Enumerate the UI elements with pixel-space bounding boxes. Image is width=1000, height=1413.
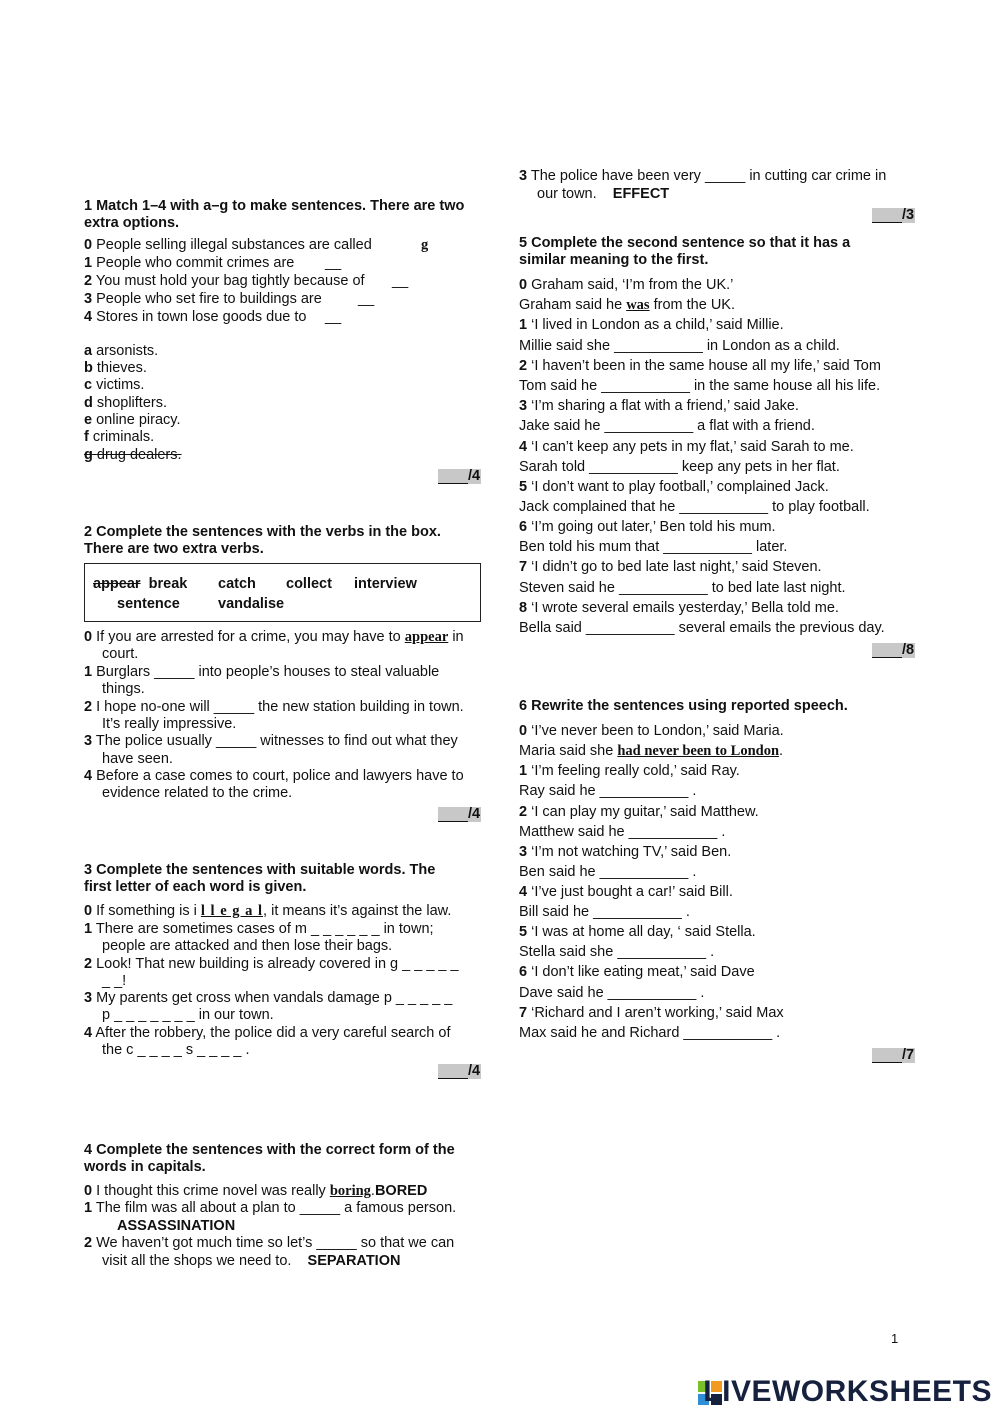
s2-sentence-0: 0 If you are arrested for a crime, you may have to appear in (84, 629, 464, 645)
s2-sentence-2: 2 I hope no-one will _____ the new station building in town. (84, 699, 464, 715)
s1-option-e: e online piracy. (84, 412, 181, 428)
s2-sentence-4: 4 Before a case comes to court, police and lawyers have to (84, 768, 464, 784)
verb-catch: catch (218, 576, 256, 592)
s5-report-6[interactable]: Ben told his mum that ___________ later. (519, 539, 788, 555)
s6-report-5[interactable]: Stella said she ___________ . (519, 944, 715, 960)
s5-quote-3: 3 ‘I’m sharing a flat with a friend,’ said Jake. (519, 398, 799, 414)
s6-quote-4: 4 ‘I’ve just bought a car!’ said Bill. (519, 884, 733, 900)
s5-report-3[interactable]: Jake said he ___________ a flat with a friend. (519, 418, 815, 434)
verb-appear: appear (93, 576, 141, 592)
s6-quote-0: 0 ‘I’ve never been to London,’ said Maria. (519, 723, 784, 739)
s5-score: /8 (872, 643, 915, 658)
s5-quote-1: 1 ‘I lived in London as a child,’ said Millie. (519, 317, 784, 333)
s2-score: /4 (438, 807, 481, 822)
s1-input-2[interactable]: __ (392, 273, 409, 289)
s1-item-4: 4 Stores in town lose goods due to (84, 309, 307, 325)
s1-score: /4 (438, 469, 481, 484)
s6-quote-3: 3 ‘I’m not watching TV,’ said Ben. (519, 844, 732, 860)
s4-sentence-3-cont: our town. EFFECT (537, 186, 670, 202)
s5-report-0: Graham said he was from the UK. (519, 297, 735, 313)
s4-sentence-2-cont: visit all the shops we need to. SEPARATION (102, 1253, 401, 1269)
s4-score: /3 (872, 208, 915, 223)
s6-quote-2: 2 ‘I can play my guitar,’ said Matthew. (519, 804, 759, 820)
section3-heading: 3 Complete the sentences with suitable words. The first letter of each word is given. (84, 862, 436, 895)
s5-report-5[interactable]: Jack complained that he ___________ to play football. (519, 499, 870, 515)
s1-item-1: 1 People who commit crimes are (84, 255, 295, 271)
s6-quote-5: 5 ‘I was at home all day, ‘ said Stella. (519, 924, 756, 940)
verb-interview: interview (354, 576, 417, 592)
s3-score: /4 (438, 1064, 481, 1079)
s5-quote-8: 8 ‘I wrote several emails yesterday,’ Bella told me. (519, 600, 839, 616)
s5-quote-2: 2 ‘I haven’t been in the same house all my life,’ said Tom (519, 358, 881, 374)
s5-quote-5: 5 ‘I don’t want to play football,’ complained Jack. (519, 479, 829, 495)
s6-score: /7 (872, 1048, 915, 1063)
s5-report-7[interactable]: Steven said he ___________ to bed late last night. (519, 580, 846, 596)
s6-report-7[interactable]: Max said he and Richard ___________ . (519, 1025, 781, 1041)
section6-heading: 6 Rewrite the sentences using reported speech. (519, 698, 848, 714)
s2-sentence-0-cont: court. (102, 646, 139, 662)
s3-sentence-2: 2 Look! That new building is already covered in g _ _ _ _ _ (84, 956, 459, 972)
s2-sentence-3: 3 The police usually _____ witnesses to find out what they (84, 733, 458, 749)
s5-report-4[interactable]: Sarah told ___________ keep any pets in her flat. (519, 459, 840, 475)
s1-item-3: 3 People who set fire to buildings are (84, 291, 322, 307)
s4-sentence-3: 3 The police have been very _____ in cutting car crime in (519, 168, 887, 184)
s3-sentence-1-cont: people are attacked and then lose their bags. (102, 938, 393, 954)
s1-option-a: a arsonists. (84, 343, 159, 359)
s1-input-4[interactable]: __ (325, 309, 342, 325)
section4-heading: 4 Complete the sentences with the correct form of the words in capitals. (84, 1142, 455, 1175)
s1-item-0: 0 People selling illegal substances are called (84, 237, 372, 253)
s5-answer-0: was (626, 297, 650, 313)
s2-sentence-2-cont: It’s really impressive. (102, 716, 237, 732)
s5-report-2[interactable]: Tom said he ___________ in the same house all his life. (519, 378, 881, 394)
s1-input-1[interactable]: __ (325, 255, 342, 271)
s1-option-f: f criminals. (84, 429, 155, 445)
s3-answer-0: l l e g a l (200, 903, 264, 919)
liveworksheets-logo[interactable]: LIVEWORKSHEETS (703, 1375, 992, 1408)
s6-report-0: Maria said she had never been to London. (519, 743, 784, 759)
s3-sentence-4-cont: the c _ _ _ _ s _ _ _ _ . (102, 1042, 250, 1058)
s2-sentence-4-cont: evidence related to the crime. (102, 785, 293, 801)
page-number: 1 (891, 1331, 899, 1346)
s1-option-d: d shoplifters. (84, 395, 168, 411)
s6-quote-7: 7 ‘Richard and I aren’t working,’ said Max (519, 1005, 784, 1021)
s4-sentence-2: 2 We haven’t got much time so let’s _____ so that we can (84, 1235, 455, 1251)
s3-sentence-2-cont: _ _! (102, 973, 127, 989)
s6-report-1[interactable]: Ray said he ___________ . (519, 783, 697, 799)
s1-option-c: c victims. (84, 377, 145, 393)
s5-quote-7: 7 ‘I didn’t go to bed late last night,’ said Steven. (519, 559, 822, 575)
s5-report-1[interactable]: Millie said she ___________ in London as a child. (519, 338, 840, 354)
s6-report-6[interactable]: Dave said he ___________ . (519, 985, 705, 1001)
s1-answer-0: g (421, 237, 429, 253)
s6-report-4[interactable]: Bill said he ___________ . (519, 904, 690, 920)
s3-sentence-4: 4 After the robbery, the police did a very careful search of (84, 1025, 451, 1041)
s2-sentence-1: 1 Burglars _____ into people’s houses to steal valuable (84, 664, 440, 680)
s1-item-2: 2 You must hold your bag tightly because of (84, 273, 365, 289)
s2-sentence-3-cont: have seen. (102, 751, 173, 767)
verb-collect: collect (286, 576, 332, 592)
section5-heading: 5 Complete the second sentence so that it has a similar meaning to the first. (519, 235, 851, 268)
s1-option-b: b thieves. (84, 360, 147, 376)
s4-answer-0: boring (329, 1183, 371, 1199)
s3-sentence-3-cont: p _ _ _ _ _ _ _ in our town. (102, 1007, 274, 1023)
section1-heading: 1 Match 1–4 with a–g to make sentences. There are two extra options. (84, 198, 465, 231)
s6-quote-6: 6 ‘I don’t like eating meat,’ said Dave (519, 964, 755, 980)
verb-sentence: sentence (117, 596, 180, 612)
s5-report-8[interactable]: Bella said ___________ several emails the previous day. (519, 620, 885, 636)
verb-break: break (148, 576, 188, 592)
s6-report-3[interactable]: Ben said he ___________ . (519, 864, 697, 880)
s3-sentence-3: 3 My parents get cross when vandals damage p _ _ _ _ _ (84, 990, 453, 1006)
s4-sentence-0: 0 I thought this crime novel was really boring.BORED (84, 1183, 428, 1199)
s6-report-2[interactable]: Matthew said he ___________ . (519, 824, 726, 840)
s4-sentence-1: 1 The film was all about a plan to _____ a famous person. (84, 1200, 457, 1216)
s1-input-3[interactable]: __ (358, 291, 375, 307)
s5-quote-0: 0 Graham said, ‘I’m from the UK.’ (519, 277, 734, 293)
section2-heading: 2 Complete the sentences with the verbs in the box. There are two extra verbs. (84, 524, 441, 557)
s4-cap-1: ASSASSINATION (117, 1218, 236, 1234)
s2-answer-0: appear (404, 629, 449, 645)
s1-option-g: g drug dealers. (84, 447, 182, 463)
verb-vandalise: vandalise (218, 596, 285, 612)
s6-quote-1: 1 ‘I’m feeling really cold,’ said Ray. (519, 763, 740, 779)
s3-sentence-0: 0 If something is i l l e g a l, it means it’s against the law. (84, 903, 452, 919)
verb-box-row1 (93, 575, 187, 593)
s6-answer-0: had never been to London (617, 743, 780, 759)
s5-quote-4: 4 ‘I can’t keep any pets in my flat,’ said Sarah to me. (519, 439, 854, 455)
s3-sentence-1: 1 There are sometimes cases of m _ _ _ _ _ _ in town; (84, 921, 434, 937)
s2-sentence-1-cont: things. (102, 681, 145, 697)
s5-quote-6: 6 ‘I’m going out later,’ Ben told his mum. (519, 519, 776, 535)
